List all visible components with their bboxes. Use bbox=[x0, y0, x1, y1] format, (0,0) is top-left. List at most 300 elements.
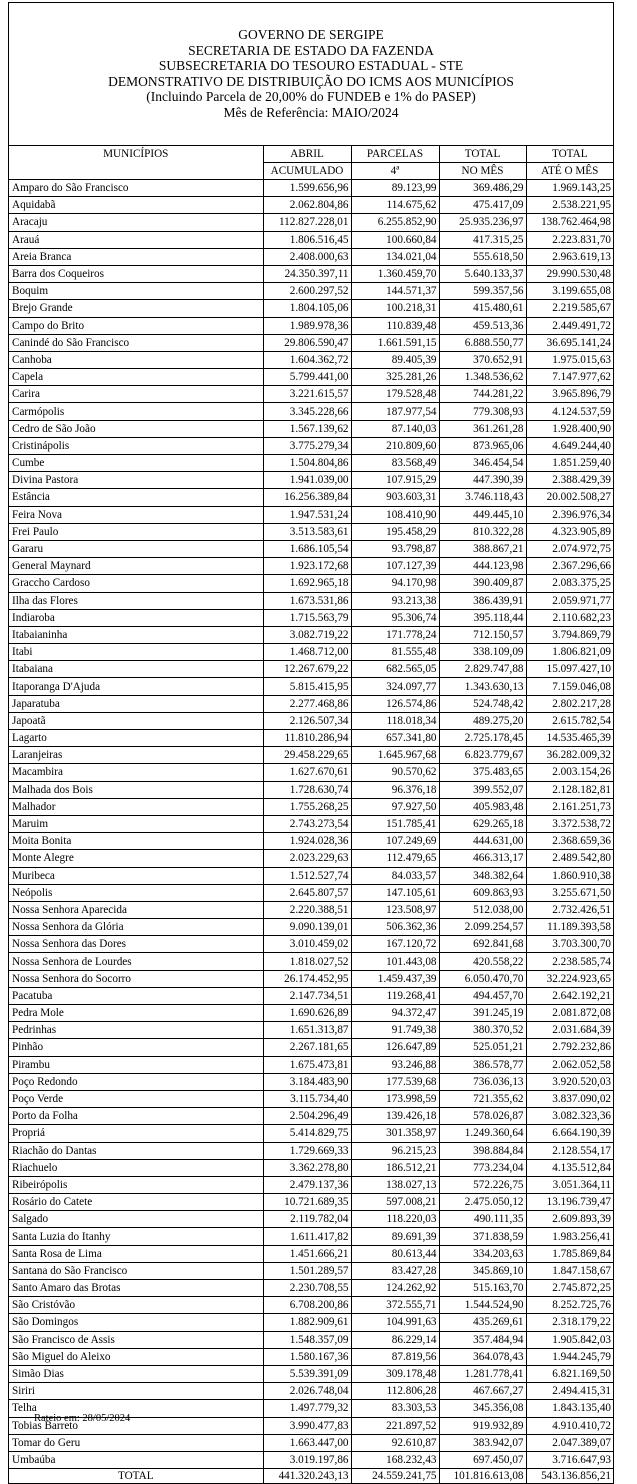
abril-acumulado: 3.010.459,02 bbox=[263, 936, 351, 953]
abril-acumulado: 1.567.139,62 bbox=[263, 420, 351, 437]
total-no-mes: 380.370,52 bbox=[439, 1022, 526, 1039]
abril-acumulado: 2.743.273,54 bbox=[263, 815, 351, 832]
table-row bbox=[9, 1090, 613, 1107]
parcela-value: 80.613,44 bbox=[351, 1245, 439, 1262]
municipality-name: Boquim bbox=[9, 283, 263, 300]
total-ate-mes: 4.910.410,72 bbox=[526, 1417, 613, 1434]
total-ate-mes: 1.785.869,84 bbox=[526, 1245, 613, 1262]
total-no-mes: 578.026,87 bbox=[439, 1108, 526, 1125]
total-no-mes: 361.261,28 bbox=[439, 420, 526, 437]
header-government: GOVERNO DE SERGIPE bbox=[238, 27, 384, 42]
total-ate-mes: 2.238.585,74 bbox=[526, 953, 613, 970]
abril-acumulado: 16.256.389,84 bbox=[263, 489, 351, 506]
total-no-mes: 489.275,20 bbox=[439, 712, 526, 729]
total-ate-mes: 6.821.169,50 bbox=[526, 1365, 613, 1382]
total-ate-mes: 2.128.182,81 bbox=[526, 781, 613, 798]
total-no-mes: 1.249.360,64 bbox=[439, 1125, 526, 1142]
abril-acumulado: 1.686.105,54 bbox=[263, 540, 351, 557]
table-row bbox=[9, 1297, 613, 1314]
total-no-mes: 459.513,36 bbox=[439, 317, 526, 334]
municipality-name: São Francisco de Assis bbox=[9, 1331, 263, 1348]
parcela-value: 1.459.437,39 bbox=[351, 970, 439, 987]
municipality-name: Divina Pastora bbox=[9, 472, 263, 489]
table-row bbox=[9, 558, 613, 575]
abril-acumulado: 3.362.278,80 bbox=[263, 1159, 351, 1176]
parcela-value: 107.249,69 bbox=[351, 833, 439, 850]
municipality-name: Aquidabã bbox=[9, 197, 263, 214]
report-document bbox=[8, 2, 614, 1484]
table-row bbox=[9, 953, 613, 970]
table-row bbox=[9, 1228, 613, 1245]
parcela-value: 372.555,71 bbox=[351, 1297, 439, 1314]
municipality-name: Pacatuba bbox=[9, 987, 263, 1004]
table-row bbox=[9, 747, 613, 764]
municipality-name: Tobias Barreto bbox=[9, 1417, 263, 1434]
table-row bbox=[9, 248, 613, 265]
municipality-name: Canindé do São Francisco bbox=[9, 334, 263, 351]
abril-acumulado: 1.468.712,00 bbox=[263, 644, 351, 661]
total-no-mes: 417.315,25 bbox=[439, 231, 526, 248]
table-row bbox=[9, 1365, 613, 1382]
total-no-mes: 6.888.550,77 bbox=[439, 334, 526, 351]
total-ate-mes: 1.843.135,40 bbox=[526, 1400, 613, 1417]
total-parcelas: 24.559.241,75 bbox=[351, 1469, 439, 1484]
total-no-mes: 2.829.747,88 bbox=[439, 661, 526, 678]
municipality-name: Lagarto bbox=[9, 730, 263, 747]
total-no-mes: 1.281.778,41 bbox=[439, 1365, 526, 1382]
total-no-mes: 420.558,22 bbox=[439, 953, 526, 970]
table-row bbox=[9, 317, 613, 334]
total-ate-mes: 2.081.872,08 bbox=[526, 1005, 613, 1022]
total-no-mes: 1.343.630,13 bbox=[439, 678, 526, 695]
table-row bbox=[9, 1348, 613, 1365]
parcela-value: 506.362,36 bbox=[351, 919, 439, 936]
total-ate-mes: 2.792.232,86 bbox=[526, 1039, 613, 1056]
table-row bbox=[9, 420, 613, 437]
total-ate-mes: 1.983.256,41 bbox=[526, 1228, 613, 1245]
abril-acumulado: 12.267.679,22 bbox=[263, 661, 351, 678]
municipality-name: Pinhão bbox=[9, 1039, 263, 1056]
parcela-value: 177.539,68 bbox=[351, 1073, 439, 1090]
table-row bbox=[9, 403, 613, 420]
total-no-mes: 697.450,07 bbox=[439, 1451, 526, 1468]
abril-acumulado: 2.147.734,51 bbox=[263, 987, 351, 1004]
parcela-value: 93.213,38 bbox=[351, 592, 439, 609]
table-row bbox=[9, 1039, 613, 1056]
abril-acumulado: 5.799.441,00 bbox=[263, 369, 351, 386]
total-no-mes: 5.640.133,37 bbox=[439, 265, 526, 282]
col-header-parcelas: PARCELAS bbox=[351, 146, 439, 163]
total-ate-mes: 36.282.009,32 bbox=[526, 747, 613, 764]
total-no-mes: 444.123,98 bbox=[439, 558, 526, 575]
total-no-mes: 609.863,93 bbox=[439, 884, 526, 901]
total-no-mes: 357.484,94 bbox=[439, 1331, 526, 1348]
table-row bbox=[9, 197, 613, 214]
table-row bbox=[9, 1434, 613, 1451]
municipality-name: São Domingos bbox=[9, 1314, 263, 1331]
municipality-name: Feira Nova bbox=[9, 506, 263, 523]
total-ate-mes: 4.323.905,89 bbox=[526, 523, 613, 540]
parcela-value: 1.661.591,15 bbox=[351, 334, 439, 351]
total-no-mes: 2.099.254,57 bbox=[439, 919, 526, 936]
parcela-value: 90.570,62 bbox=[351, 764, 439, 781]
abril-acumulado: 1.604.362,72 bbox=[263, 351, 351, 368]
total-ate-mes: 1.860.910,38 bbox=[526, 867, 613, 884]
total-ate-mes: 3.051.364,11 bbox=[526, 1176, 613, 1193]
abril-acumulado: 1.651.313,87 bbox=[263, 1022, 351, 1039]
municipality-name: Frei Paulo bbox=[9, 523, 263, 540]
total-ate-mes: 4.135.512,84 bbox=[526, 1159, 613, 1176]
total-ate-mes: 8.252.725,76 bbox=[526, 1297, 613, 1314]
parcela-value: 110.839,48 bbox=[351, 317, 439, 334]
total-ate-mes: 2.963.619,13 bbox=[526, 248, 613, 265]
parcela-value: 325.281,26 bbox=[351, 369, 439, 386]
municipality-name: Itabaianinha bbox=[9, 626, 263, 643]
abril-acumulado: 3.775.279,34 bbox=[263, 437, 351, 454]
abril-acumulado: 10.721.689,35 bbox=[263, 1194, 351, 1211]
total-ate-mes: 6.664.190,39 bbox=[526, 1125, 613, 1142]
parcela-value: 93.246,88 bbox=[351, 1056, 439, 1073]
abril-acumulado: 24.350.397,11 bbox=[263, 265, 351, 282]
parcela-value: 657.341,80 bbox=[351, 730, 439, 747]
total-ate-mes: 1.928.400,90 bbox=[526, 420, 613, 437]
parcela-value: 89.691,39 bbox=[351, 1228, 439, 1245]
total-no-mes: 494.457,70 bbox=[439, 987, 526, 1004]
parcela-value: 151.785,41 bbox=[351, 815, 439, 832]
total-ate-mes: 4.124.537,59 bbox=[526, 403, 613, 420]
total-ate-mes: 2.318.179,22 bbox=[526, 1314, 613, 1331]
municipality-name: Pirambu bbox=[9, 1056, 263, 1073]
table-row bbox=[9, 850, 613, 867]
abril-acumulado: 3.221.615,57 bbox=[263, 386, 351, 403]
parcela-value: 87.140,03 bbox=[351, 420, 439, 437]
table-row bbox=[9, 334, 613, 351]
table-row bbox=[9, 626, 613, 643]
abril-acumulado: 5.414.829,75 bbox=[263, 1125, 351, 1142]
abril-acumulado: 2.504.296,49 bbox=[263, 1108, 351, 1125]
municipality-name: Cedro de São João bbox=[9, 420, 263, 437]
total-no-mes: 873.965,06 bbox=[439, 437, 526, 454]
total-no-mes: 466.313,17 bbox=[439, 850, 526, 867]
municipality-name: Umbaúba bbox=[9, 1451, 263, 1468]
abril-acumulado: 2.126.507,34 bbox=[263, 712, 351, 729]
municipality-name: Moita Bonita bbox=[9, 833, 263, 850]
abril-acumulado: 1.580.167,36 bbox=[263, 1348, 351, 1365]
table-row bbox=[9, 369, 613, 386]
abril-acumulado: 2.119.782,04 bbox=[263, 1211, 351, 1228]
total-ate-mes: 4.649.244,40 bbox=[526, 437, 613, 454]
header-subsecretariat: SUBSECRETARIA DO TESOURO ESTADUAL - STE bbox=[158, 58, 464, 74]
abril-acumulado: 1.818.027,52 bbox=[263, 953, 351, 970]
abril-acumulado: 2.479.137,36 bbox=[263, 1176, 351, 1193]
parcela-value: 107.915,29 bbox=[351, 472, 439, 489]
total-ate-mes: 15.097.427,10 bbox=[526, 661, 613, 678]
total-ate-mes: 3.082.323,36 bbox=[526, 1108, 613, 1125]
total-ate-mes: 2.223.831,70 bbox=[526, 231, 613, 248]
parcela-value: 210.809,60 bbox=[351, 437, 439, 454]
abril-acumulado: 1.611.417,82 bbox=[263, 1228, 351, 1245]
table-row bbox=[9, 1280, 613, 1297]
table-row bbox=[9, 1194, 613, 1211]
municipality-name: Tomar do Geru bbox=[9, 1434, 263, 1451]
total-no-mes: 371.838,59 bbox=[439, 1228, 526, 1245]
abril-acumulado: 2.408.000,63 bbox=[263, 248, 351, 265]
table-row bbox=[9, 1211, 613, 1228]
municipality-name: Santana do São Francisco bbox=[9, 1262, 263, 1279]
abril-acumulado: 5.815.415,95 bbox=[263, 678, 351, 695]
total-ate-mes: 2.003.154,26 bbox=[526, 764, 613, 781]
abril-acumulado: 2.230.708,55 bbox=[263, 1280, 351, 1297]
abril-acumulado: 9.090.139,01 bbox=[263, 919, 351, 936]
parcela-value: 104.991,63 bbox=[351, 1314, 439, 1331]
municipality-name: Itaporanga D'Ajuda bbox=[9, 678, 263, 695]
abril-acumulado: 2.220.388,51 bbox=[263, 901, 351, 918]
total-no-mes: 515.163,70 bbox=[439, 1280, 526, 1297]
abril-acumulado: 1.941.039,00 bbox=[263, 472, 351, 489]
municipality-name: Arauá bbox=[9, 231, 263, 248]
table-row bbox=[9, 815, 613, 832]
municipality-name: Ilha das Flores bbox=[9, 592, 263, 609]
total-ate-mes: 543.136.856,21 bbox=[526, 1469, 613, 1484]
table-row bbox=[9, 609, 613, 626]
municipality-name: Malhador bbox=[9, 798, 263, 815]
total-ate-mes: 1.975.015,63 bbox=[526, 351, 613, 368]
abril-acumulado: 2.600.297,52 bbox=[263, 283, 351, 300]
total-ate-mes: 2.388.429,39 bbox=[526, 472, 613, 489]
parcela-value: 309.178,48 bbox=[351, 1365, 439, 1382]
parcela-value: 87.819,56 bbox=[351, 1348, 439, 1365]
municipality-name: Santo Amaro das Brotas bbox=[9, 1280, 263, 1297]
table-row bbox=[9, 1005, 613, 1022]
total-no-mes: 2.725.178,45 bbox=[439, 730, 526, 747]
municipality-name: São Miguel do Aleixo bbox=[9, 1348, 263, 1365]
total-abril: 441.320.243,13 bbox=[263, 1469, 351, 1484]
total-no-mes: 1.348.536,62 bbox=[439, 369, 526, 386]
parcela-value: 187.977,54 bbox=[351, 403, 439, 420]
total-ate-mes: 3.716.647,93 bbox=[526, 1451, 613, 1468]
total-no-mes: 572.226,75 bbox=[439, 1176, 526, 1193]
parcela-value: 221.897,52 bbox=[351, 1417, 439, 1434]
total-ate-mes: 2.642.192,21 bbox=[526, 987, 613, 1004]
total-ate-mes: 2.396.976,34 bbox=[526, 506, 613, 523]
abril-acumulado: 1.715.563,79 bbox=[263, 609, 351, 626]
table-row bbox=[9, 798, 613, 815]
municipality-name: Itabi bbox=[9, 644, 263, 661]
total-no-mes: 721.355,62 bbox=[439, 1090, 526, 1107]
col-header-no-mes: NO MÊS bbox=[439, 163, 526, 180]
header-report-subtitle: (Incluindo Parcela de 20,00% do FUNDEB e 1% do PASEP) bbox=[146, 89, 476, 105]
municipality-name: Canhoba bbox=[9, 351, 263, 368]
total-no-mes: 25.935.236,97 bbox=[439, 214, 526, 231]
table-row bbox=[9, 644, 613, 661]
table-row bbox=[9, 764, 613, 781]
total-no-mes: 334.203,63 bbox=[439, 1245, 526, 1262]
table-row bbox=[9, 1108, 613, 1125]
municipality-name: Malhada dos Bois bbox=[9, 781, 263, 798]
abril-acumulado: 1.504.804,86 bbox=[263, 455, 351, 472]
table-row bbox=[9, 386, 613, 403]
municipality-name: São Cristóvão bbox=[9, 1297, 263, 1314]
parcela-value: 124.262,92 bbox=[351, 1280, 439, 1297]
abril-acumulado: 3.019.197,86 bbox=[263, 1451, 351, 1468]
abril-acumulado: 3.513.583,61 bbox=[263, 523, 351, 540]
total-no-mes: 435.269,61 bbox=[439, 1314, 526, 1331]
municipality-name: Muribeca bbox=[9, 867, 263, 884]
total-no-mes: 2.475.050,12 bbox=[439, 1194, 526, 1211]
municipality-name: Pedrinhas bbox=[9, 1022, 263, 1039]
parcela-value: 83.427,28 bbox=[351, 1262, 439, 1279]
parcela-value: 83.303,53 bbox=[351, 1400, 439, 1417]
parcela-value: 301.358,97 bbox=[351, 1125, 439, 1142]
parcela-value: 324.097,77 bbox=[351, 678, 439, 695]
total-ate-mes: 2.802.217,28 bbox=[526, 695, 613, 712]
municipality-name: Salgado bbox=[9, 1211, 263, 1228]
table-row bbox=[9, 540, 613, 557]
parcela-value: 118.220,03 bbox=[351, 1211, 439, 1228]
table-row bbox=[9, 180, 613, 197]
total-no-mes: 475.417,09 bbox=[439, 197, 526, 214]
abril-acumulado: 3.990.477,83 bbox=[263, 1417, 351, 1434]
abril-acumulado: 3.184.483,90 bbox=[263, 1073, 351, 1090]
table-row bbox=[9, 1022, 613, 1039]
total-no-mes: 398.884,84 bbox=[439, 1142, 526, 1159]
total-no-mes: 338.109,09 bbox=[439, 644, 526, 661]
parcela-value: 139.426,18 bbox=[351, 1108, 439, 1125]
parcela-value: 903.603,31 bbox=[351, 489, 439, 506]
total-no-mes: 405.983,48 bbox=[439, 798, 526, 815]
total-ate-mes: 1.905.842,03 bbox=[526, 1331, 613, 1348]
total-ate-mes: 2.047.389,07 bbox=[526, 1434, 613, 1451]
abril-acumulado: 3.115.734,40 bbox=[263, 1090, 351, 1107]
table-row bbox=[9, 678, 613, 695]
municipality-name: Graccho Cardoso bbox=[9, 575, 263, 592]
total-ate-mes: 2.489.542,80 bbox=[526, 850, 613, 867]
parcela-value: 114.675,62 bbox=[351, 197, 439, 214]
parcela-value: 108.410,90 bbox=[351, 506, 439, 523]
municipality-name: Japaratuba bbox=[9, 695, 263, 712]
table-row bbox=[9, 1262, 613, 1279]
municipality-name: Nossa Senhora de Lourdes bbox=[9, 953, 263, 970]
municipality-name: Propriá bbox=[9, 1125, 263, 1142]
parcela-value: 94.372,47 bbox=[351, 1005, 439, 1022]
total-ate-mes: 2.615.782,54 bbox=[526, 712, 613, 729]
table-row bbox=[9, 919, 613, 936]
abril-acumulado: 1.692.965,18 bbox=[263, 575, 351, 592]
municipality-name: Cumbe bbox=[9, 455, 263, 472]
parcela-value: 126.574,86 bbox=[351, 695, 439, 712]
parcela-value: 94.170,98 bbox=[351, 575, 439, 592]
parcela-value: 6.255.852,90 bbox=[351, 214, 439, 231]
total-no-mes: 369.486,29 bbox=[439, 180, 526, 197]
parcela-value: 1.360.459,70 bbox=[351, 265, 439, 282]
col-header-municipios-blank bbox=[9, 163, 263, 180]
parcela-value: 95.306,74 bbox=[351, 609, 439, 626]
parcela-value: 81.555,48 bbox=[351, 644, 439, 661]
abril-acumulado: 11.810.286,94 bbox=[263, 730, 351, 747]
table-row bbox=[9, 231, 613, 248]
total-no-mes: 467.667,27 bbox=[439, 1383, 526, 1400]
total-no-mes: 3.746.118,43 bbox=[439, 489, 526, 506]
parcela-value: 93.798,87 bbox=[351, 540, 439, 557]
total-ate-mes: 1.847.158,67 bbox=[526, 1262, 613, 1279]
parcela-value: 171.778,24 bbox=[351, 626, 439, 643]
total-ate-mes: 32.224.923,65 bbox=[526, 970, 613, 987]
table-row bbox=[9, 661, 613, 678]
parcela-value: 89.123,99 bbox=[351, 180, 439, 197]
table-row bbox=[9, 1331, 613, 1348]
total-ate-mes: 14.535.465,39 bbox=[526, 730, 613, 747]
municipality-name: Brejo Grande bbox=[9, 300, 263, 317]
municipality-name: Carmópolis bbox=[9, 403, 263, 420]
parcela-value: 96.376,18 bbox=[351, 781, 439, 798]
parcela-value: 144.571,37 bbox=[351, 283, 439, 300]
total-ate-mes: 2.083.375,25 bbox=[526, 575, 613, 592]
total-ate-mes: 3.794.869,79 bbox=[526, 626, 613, 643]
abril-acumulado: 1.599.656,96 bbox=[263, 180, 351, 197]
total-ate-mes: 2.128.554,17 bbox=[526, 1142, 613, 1159]
parcela-value: 173.998,59 bbox=[351, 1090, 439, 1107]
total-no-mes: 512.038,00 bbox=[439, 901, 526, 918]
total-ate-mes: 2.031.684,39 bbox=[526, 1022, 613, 1039]
abril-acumulado: 1.512.527,74 bbox=[263, 867, 351, 884]
municipality-name: Cristinápolis bbox=[9, 437, 263, 454]
parcela-value: 92.610,87 bbox=[351, 1434, 439, 1451]
table-row bbox=[9, 592, 613, 609]
table-row bbox=[9, 712, 613, 729]
total-no-mes: 1.544.524,90 bbox=[439, 1297, 526, 1314]
abril-acumulado: 1.882.909,61 bbox=[263, 1314, 351, 1331]
table-row bbox=[9, 695, 613, 712]
total-no-mes: 773.234,04 bbox=[439, 1159, 526, 1176]
municipality-name: Japoatã bbox=[9, 712, 263, 729]
table-row bbox=[9, 1176, 613, 1193]
total-ate-mes: 2.494.415,31 bbox=[526, 1383, 613, 1400]
parcela-value: 97.927,50 bbox=[351, 798, 439, 815]
municipality-name: Areia Branca bbox=[9, 248, 263, 265]
report-header bbox=[9, 3, 613, 146]
parcela-value: 1.645.967,68 bbox=[351, 747, 439, 764]
municipality-name: Porto da Folha bbox=[9, 1108, 263, 1125]
total-no-mes: 415.480,61 bbox=[439, 300, 526, 317]
municipality-name: Pedra Mole bbox=[9, 1005, 263, 1022]
table-row bbox=[9, 1383, 613, 1400]
abril-acumulado: 1.673.531,86 bbox=[263, 592, 351, 609]
municipality-rows bbox=[9, 180, 613, 1469]
table-row bbox=[9, 265, 613, 282]
total-no-mes: 101.816.613,08 bbox=[439, 1469, 526, 1484]
parcela-value: 112.806,28 bbox=[351, 1383, 439, 1400]
parcela-value: 100.218,31 bbox=[351, 300, 439, 317]
total-ate-mes: 1.806.821,09 bbox=[526, 644, 613, 661]
parcela-value: 96.215,23 bbox=[351, 1142, 439, 1159]
municipality-name: Santa Rosa de Lima bbox=[9, 1245, 263, 1262]
parcela-value: 179.528,48 bbox=[351, 386, 439, 403]
abril-acumulado: 5.539.391,09 bbox=[263, 1365, 351, 1382]
parcela-value: 167.120,72 bbox=[351, 936, 439, 953]
table-row bbox=[9, 489, 613, 506]
total-ate-mes: 2.110.682,23 bbox=[526, 609, 613, 626]
parcela-value: 100.660,84 bbox=[351, 231, 439, 248]
total-ate-mes: 1.851.259,40 bbox=[526, 455, 613, 472]
municipality-name: Campo do Brito bbox=[9, 317, 263, 334]
total-ate-mes: 36.695.141,24 bbox=[526, 334, 613, 351]
municipality-name: Simão Dias bbox=[9, 1365, 263, 1382]
parcela-value: 682.565,05 bbox=[351, 661, 439, 678]
abril-acumulado: 2.062.804,86 bbox=[263, 197, 351, 214]
table-row bbox=[9, 1451, 613, 1468]
municipality-name: Carira bbox=[9, 386, 263, 403]
total-ate-mes: 29.990.530,48 bbox=[526, 265, 613, 282]
